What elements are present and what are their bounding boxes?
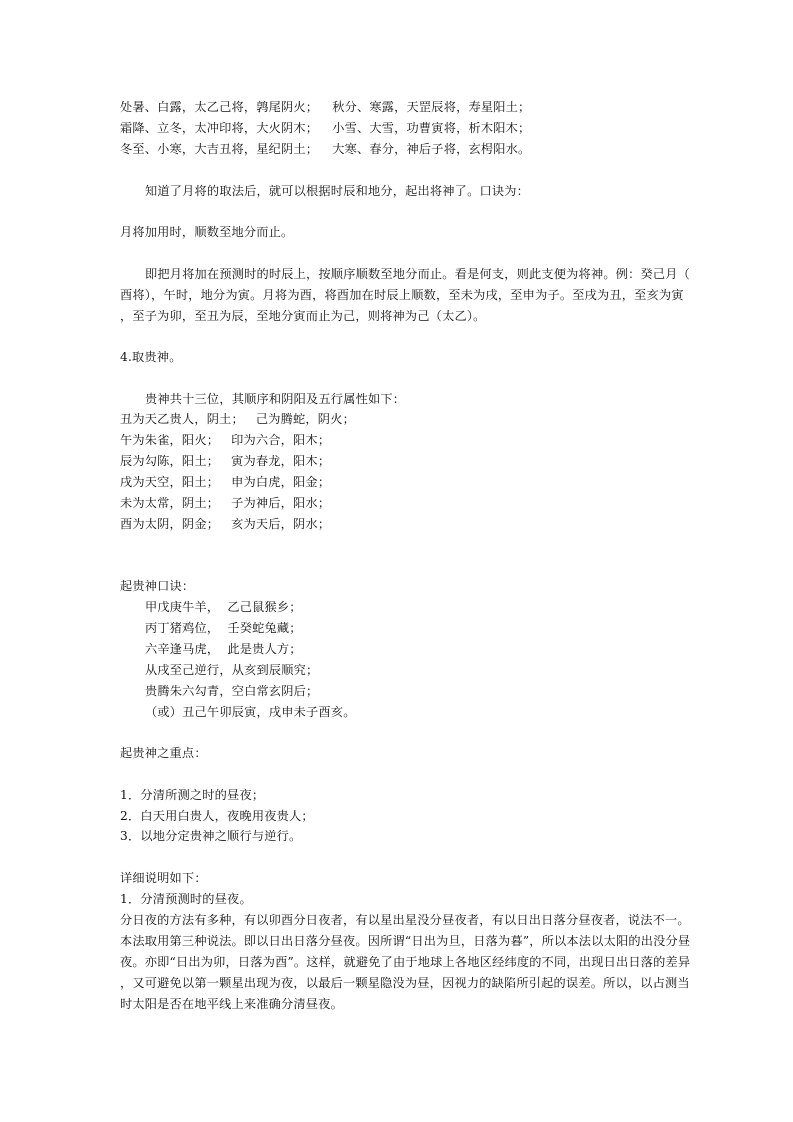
verse-heading: 起贵神口诀： [120, 579, 195, 593]
detail-heading: 详细说明如下： [120, 871, 207, 885]
verse-line: （或）丑己午卯辰寅，戌申未子酉亥。 [145, 705, 356, 719]
god-left: 丑为天乙贵人，阴土； [120, 412, 244, 426]
god-line [120, 495, 330, 511]
verse-left: 丙丁猪鸡位， [145, 621, 220, 635]
god-left: 戌为天空，阳土； [120, 475, 220, 489]
keypoints-heading: 起贵神之重点： [120, 746, 207, 760]
god-right: 己为腾蛇，阴火； [255, 412, 355, 426]
formula-line: 月将加用时，顺数至地分而止。 [120, 225, 294, 239]
god-left: 辰为勾陈，阳土； [120, 454, 220, 468]
god-line [120, 516, 330, 532]
solar-term-right: 大寒、春分，神后子将，玄枵阳水。 [332, 142, 531, 156]
verse-left: 六辛逢马虎， [145, 642, 220, 656]
explanation-line: 酉将），午时，地分为寅。月将为酉，将酉加在时辰上顺数，至未为戌，至申为子。至戌为丑，至亥为寅 [120, 288, 684, 302]
solar-term-line [120, 120, 530, 136]
verse-line [145, 620, 302, 636]
verse-left: 甲戊庚牛羊， [145, 600, 220, 614]
god-left: 酉为太阴，阴金； [120, 517, 220, 531]
god-right: 申为白虎，阳金； [231, 475, 331, 489]
verse-right: 乙己鼠猴乡； [227, 600, 302, 614]
detail-line: 本法取用第三种说法。即以日出日落分昼夜。因所谓“日出为旦，日落为暮”，所以本法以太阳的出没分昼 [120, 934, 691, 948]
gods-intro: 贵神共十三位，其顺序和阴阳及五行属性如下： [145, 392, 406, 406]
detail-line: 夜。亦即“日出为卯，日落为酉”。这样，就避免了由于地球上各地区经纬度的不同，出现日出日落的差异 [120, 955, 691, 969]
solar-term-line [120, 99, 530, 115]
god-left: 未为太常，阴土； [120, 496, 220, 510]
verse-line: 从戌至己逆行，从亥到辰顺究； [145, 663, 319, 677]
keypoint-item: 2．白天用白贵人，夜晚用夜贵人； [120, 809, 314, 823]
solar-term-right: 小雪、大雪，功曹寅将，析木阳木； [332, 121, 531, 135]
god-left: 午为朱雀，阳火； [120, 433, 220, 447]
verse-line [145, 641, 302, 657]
god-right: 印为六合，阳木； [231, 433, 331, 447]
detail-line: 时太阳是否在地平线上来准确分清昼夜。 [120, 997, 343, 1011]
god-right: 寅为春龙，阳木； [231, 454, 331, 468]
god-line [120, 474, 330, 490]
verse-line [145, 599, 302, 615]
solar-term-line [120, 141, 530, 157]
keypoint-item: 1．分清所测之时的昼夜； [120, 788, 265, 802]
detail-line: 分日夜的方法有多种，有以卯酉分日夜者，有以星出星没分昼夜者，有以日出日落分昼夜者，说法不一。 [120, 913, 690, 927]
solar-term-left: 霜降、立冬，太冲印将，大火阴木； [120, 121, 319, 135]
explanation-line: ，至子为卯，至丑为辰，至地分寅而止为己，则将神为己（太乙）。 [120, 309, 486, 323]
solar-term-left: 冬至、小寒，大吉丑将，星纪阴土； [120, 142, 319, 156]
detail-subheading: 1．分清预测时的昼夜。 [120, 892, 252, 906]
god-right: 亥为天后，阴水； [231, 517, 331, 531]
explanation-line: 即把月将加在预测时的时辰上，按顺序顺数至地分而止。看是何支，则此支便为将神。例：癸己月（ [145, 267, 691, 281]
solar-term-right: 秋分、寒露，天罡辰将，寿星阳土； [332, 100, 531, 114]
section-4-heading: 4.取贵神。 [120, 350, 182, 364]
verse-line: 贵腾朱六勾青，空白常玄阴后； [145, 684, 319, 698]
solar-term-left: 处暑、白露，太乙己将，鹑尾阴火； [120, 100, 319, 114]
verse-right: 此是贵人方； [227, 642, 302, 656]
keypoint-item: 3．以地分定贵神之顺行与逆行。 [120, 829, 302, 843]
god-line [120, 432, 330, 448]
intro-paragraph: 知道了月将的取法后，就可以根据时辰和地分，起出将神了。口诀为： [145, 184, 530, 198]
god-right: 子为神后，阳水； [231, 496, 331, 510]
god-line [120, 453, 330, 469]
god-line [120, 411, 355, 427]
verse-right: 壬癸蛇兔藏； [227, 621, 302, 635]
detail-line: ，又可避免以第一颗星出现为夜，以最后一颗星隐没为昼，因视力的缺陷所引起的误差。所以，以占测当 [120, 976, 690, 990]
